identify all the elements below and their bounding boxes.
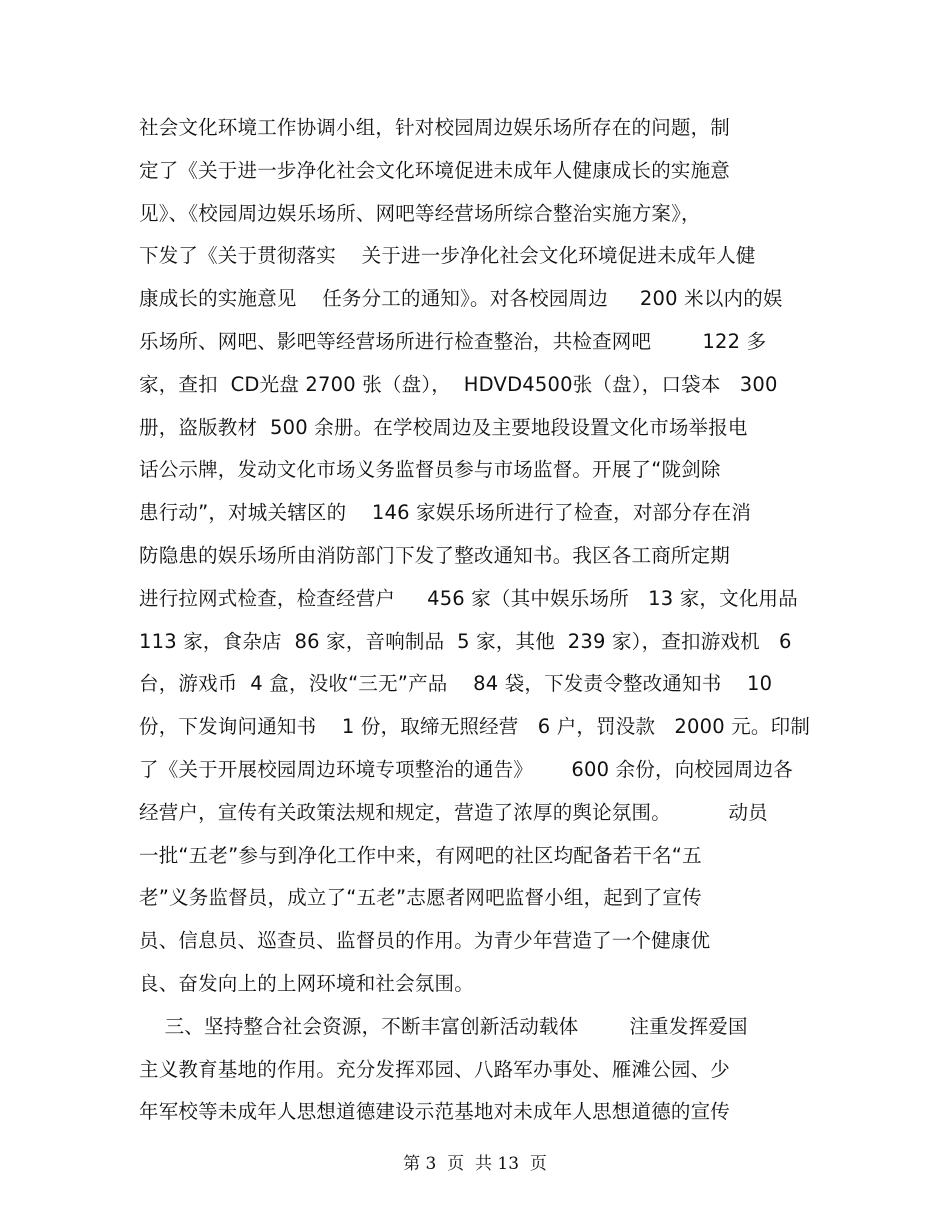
text-line: 进行拉网式检查，检查经营户 456 家（其中娱乐场所 13 家，文化用品 bbox=[139, 586, 798, 610]
text-line: 份，下发询问通知书 1 份，取缔无照经营 6 户，罚没款 2000 元。印制 bbox=[139, 715, 811, 739]
text-line: 社会文化环境工作协调小组，针对校园周边娱乐场所存在的问题，制 bbox=[139, 116, 731, 139]
text-line: 患行动”，对城关辖区的 146 家娱乐场所进行了检查，对部分存在消 bbox=[139, 501, 752, 525]
text-line: 三、坚持整合社会资源，不断丰富创新活动载体 注重发挥爱国 bbox=[139, 1014, 748, 1038]
text-line: 主义教育基地的作用。充分发挥邓园、八路军办事处、雁滩公园、少 bbox=[139, 1057, 731, 1081]
text-line: 经营户，宣传有关政策法规和规定，营造了浓厚的舆论氛围。 动员 bbox=[139, 800, 768, 824]
text-line: 台，游戏币 4 盒，没收“三无”产品 84 袋，下发责令整改通知书 10 bbox=[139, 672, 773, 696]
text-line: 定了《关于进一步净化社会文化环境促进未成年人健康成长的实施意 bbox=[139, 158, 731, 182]
page-number-footer: 第 3 页 共 13 页 bbox=[403, 1154, 547, 1174]
text-line: 下发了《关于贯彻落实 关于进一步净化社会文化环境促进未成年人健 bbox=[139, 244, 756, 268]
text-line: 老”义务监督员，成立了“五老”志愿者网吧监督小组，起到了宣传 bbox=[139, 886, 702, 910]
text-line: 了《关于开展校园周边环境专项整治的通告》 600 余份，向校园周边各 bbox=[139, 758, 793, 781]
text-line: 乐场所、网吧、影吧等经营场所进行检查整治，共检查网吧 122 多 bbox=[139, 330, 767, 353]
text-line: 家，查扣 CD光盘 2700 张（盘）， HDVD4500张（盘），口袋本 300 bbox=[139, 372, 778, 396]
text-line: 113 家，食杂店 86 家，音响制品 5 家，其他 239 家），查扣游戏机 6 bbox=[139, 629, 792, 653]
text-line: 话公示牌，发动文化市场义务监督员参与市场监督。开展了“陇剑除 bbox=[139, 458, 721, 482]
text-line: 防隐患的娱乐场所由消防部门下发了整改通知书。我区各工商所定期 bbox=[139, 544, 731, 567]
text-line: 见》、《校园周边娱乐场所、网吧等经营场所综合整治实施方案》， bbox=[139, 201, 701, 225]
text-line: 册，盗版教材 500 余册。在学校周边及主要地段设置文化市场举报电 bbox=[139, 415, 748, 439]
text-line: 良、奋发向上的上网环境和社会氛围。 bbox=[139, 972, 474, 995]
text-line: 康成长的实施意见 任务分工的通知》。对各校园周边 200 米以内的娱 bbox=[139, 287, 783, 311]
text-line: 一批“五老”参与到净化工作中来，有网吧的社区均配备若干名“五 bbox=[139, 843, 702, 867]
text-line: 员、信息员、巡查员、监督员的作用。为青少年营造了一个健康优 bbox=[139, 929, 711, 953]
text-line: 年军校等未成年人思想道德建设示范基地对未成年人思想道德的宣传 bbox=[139, 1100, 731, 1124]
